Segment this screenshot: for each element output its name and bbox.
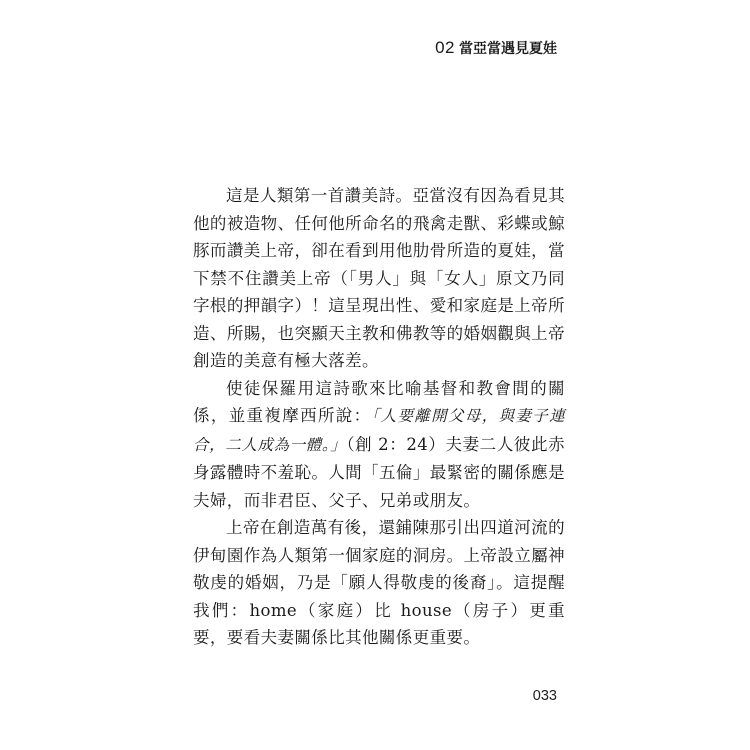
chapter-number: 02 (435, 38, 455, 57)
running-header (435, 38, 557, 58)
paragraph-2-tail: （創 2：24）夫妻二人彼此赤身露體時不羞恥。人間「五倫」最緊密的關係應是夫婦，而非君臣、父子、兄弟或朋友。 (193, 434, 565, 510)
page-number: 033 (532, 688, 557, 704)
body-text (193, 182, 565, 652)
paragraph-2-lead: 使徒保羅用這詩歌來比喻基督和教會間的關係，並重複摩西所說： (193, 378, 565, 425)
genesis-quote: 「人要離開父母，與妻子連合，二人成為一體。」 (193, 407, 565, 454)
paragraph-1: 這是人類第一首讚美詩。亞當沒有因為看見其他的被造物、任何他所命名的飛禽走獸、彩蝶或鯨豚而讚美上帝，卻在看到用他肋骨所造的夏娃，當下禁不住讚美上帝（「男人」與「女人」原文乃同字根的押韻字）！這呈現出性、愛和家庭是上帝所造、所賜，也突顯天主教和佛教等的婚姻觀與上帝創造的美意有極大落差。 (193, 186, 565, 370)
chapter-title: 當亞當遇見夏娃 (459, 41, 557, 57)
paragraph-3: 上帝在創造萬有後，還鋪陳那引出四道河流的伊甸園作為人類第一個家庭的洞房。上帝設立屬神敬虔的婚姻，乃是「願人得敬虔的後裔」。這提醒我們：home（家庭）比 house（房子）更重要，要看夫妻關係比其他關係更重要。 (193, 518, 565, 647)
paragraph-2 (193, 375, 565, 515)
